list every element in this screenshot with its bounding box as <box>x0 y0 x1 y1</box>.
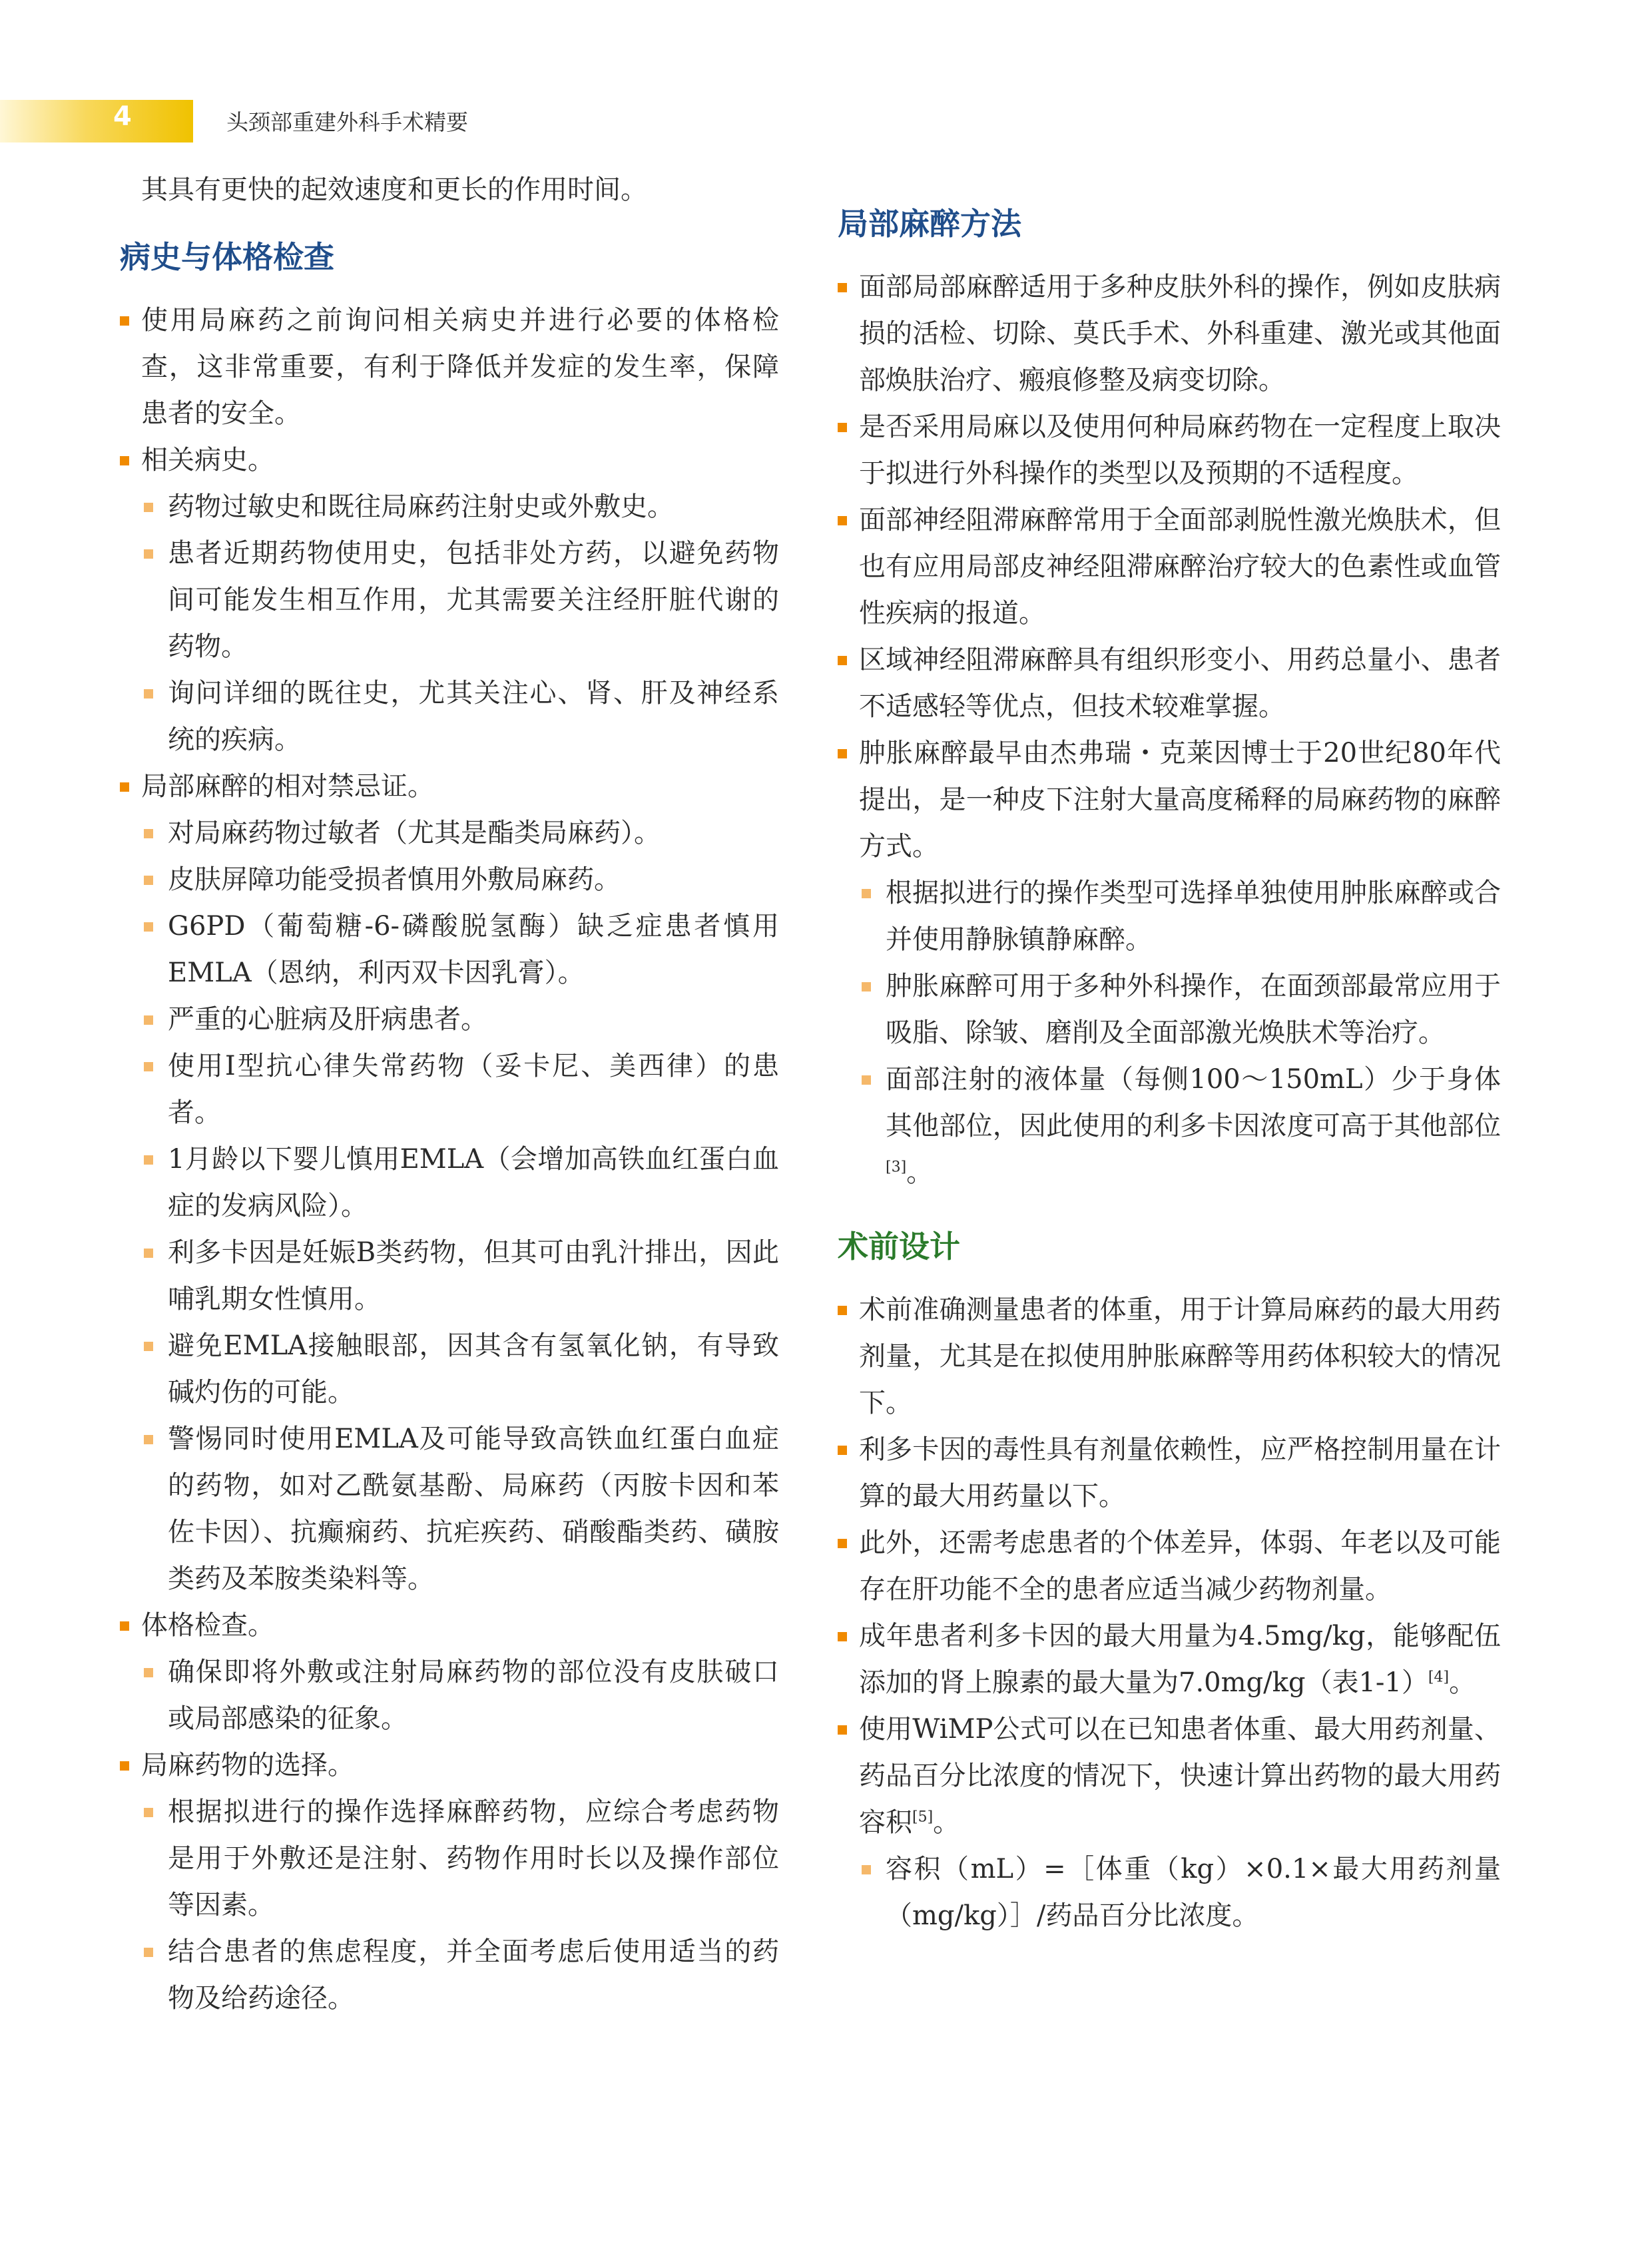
list-item: 避免EMLA接触眼部，因其含有氢氧化钠，有导致碱灼伤的可能。 <box>120 1322 779 1416</box>
page-number: 4 <box>113 101 132 132</box>
list-item: 使用Ⅰ型抗心律失常药物（妥卡尼、美西律）的患者。 <box>120 1043 779 1136</box>
list-item: 患者近期药物使用史，包括非处方药，以避免药物间可能发生相互作用，尤其需要关注经肝脏代谢的药物。 <box>120 530 779 670</box>
right-column <box>838 200 1501 1939</box>
list-item: 询问详细的既往史，尤其关注心、肾、肝及神经系统的疾病。 <box>120 670 779 763</box>
list-item: 面部神经阻滞麻醉常用于全面部剥脱性激光焕肤术，但也有应用局部皮神经阻滞麻醉治疗较大的色素性或血管性疾病的报道。 <box>838 497 1501 637</box>
list-item <box>838 1056 1501 1196</box>
list-item: 局部麻醉的相对禁忌证。 <box>120 763 779 810</box>
item-text: 成年患者利多卡因的最大用量为4.5mg/kg，能够配伍添加的肾上腺素的最大量为7.0mg/kg（表1-1） <box>859 1621 1501 1698</box>
list-item: G6PD（葡萄糖-6-磷酸脱氢酶）缺乏症患者慎用EMLA（恩纳，利丙双卡因乳膏）。 <box>120 903 779 996</box>
item-text: 面部注射的液体量（每侧100～150mL）少于身体其他部位，因此使用的利多卡因浓度可高于其他部位 <box>886 1064 1501 1141</box>
item-end: 。 <box>906 1157 934 1188</box>
list-item: 利多卡因是妊娠B类药物，但其可由乳汁排出，因此哺乳期女性慎用。 <box>120 1229 779 1322</box>
list-item: 严重的心脏病及肝病患者。 <box>120 996 779 1043</box>
citation: [4] <box>1428 1669 1450 1686</box>
list-item: 皮肤屏障功能受损者慎用外敷局麻药。 <box>120 856 779 903</box>
section-heading-preoperative-design: 术前设计 <box>838 1229 960 1264</box>
list-item: 体格检查。 <box>120 1602 779 1649</box>
design-list <box>838 1286 1501 1939</box>
list-item: 使用局麻药之前询问相关病史并进行必要的体格检查，这非常重要，有利于降低并发症的发生率，保障患者的安全。 <box>120 297 779 437</box>
list-item: 此外，还需考虑患者的个体差异，体弱、年老以及可能存在肝功能不全的患者应适当减少药物剂量。 <box>838 1520 1501 1613</box>
left-column <box>120 166 779 2022</box>
list-item <box>838 1706 1501 1846</box>
history-list <box>120 297 779 2022</box>
list-item: 区域神经阻滞麻醉具有组织形变小、用药总量小、患者不适感轻等优点，但技术较难掌握。 <box>838 637 1501 730</box>
list-item: 容积（mL）=［体重（kg）×0.1×最大用药剂量（mg/kg）］/药品百分比浓度。 <box>838 1846 1501 1939</box>
running-header-title: 头颈部重建外科手术精要 <box>226 109 468 135</box>
list-item: 根据拟进行的操作类型可选择单独使用肿胀麻醉或合并使用静脉镇静麻醉。 <box>838 870 1501 963</box>
item-end: 。 <box>1449 1667 1476 1698</box>
list-item: 肿胀麻醉最早由杰弗瑞・克莱因博士于20世纪80年代提出，是一种皮下注射大量高度稀释的局麻药物的麻醉方式。 <box>838 730 1501 870</box>
item-end: 。 <box>933 1807 960 1838</box>
item-text: 使用WiMP公式可以在已知患者体重、最大用药剂量、药品百分比浓度的情况下，快速计算出药物的最大用药容积 <box>859 1714 1501 1838</box>
list-item: 根据拟进行的操作选择麻醉药物，应综合考虑药物是用于外敷还是注射、药物作用时长以及操作部位等因素。 <box>120 1789 779 1928</box>
list-item: 是否采用局麻以及使用何种局麻药物在一定程度上取决于拟进行外科操作的类型以及预期的不适程度。 <box>838 404 1501 497</box>
list-item: 术前准确测量患者的体重，用于计算局麻药的最大用药剂量，尤其是在拟使用肿胀麻醉等用药体积较大的情况下。 <box>838 1286 1501 1426</box>
list-item <box>838 1613 1501 1706</box>
list-item: 局麻药物的选择。 <box>120 1742 779 1789</box>
list-item: 对局麻药物过敏者（尤其是酯类局麻药）。 <box>120 810 779 856</box>
list-item: 相关病史。 <box>120 437 779 483</box>
list-item: 结合患者的焦虑程度，并全面考虑后使用适当的药物及给药途径。 <box>120 1928 779 2022</box>
list-item: 药物过敏史和既往局麻药注射史或外敷史。 <box>120 483 779 530</box>
list-item: 警惕同时使用EMLA及可能导致高铁血红蛋白血症的药物，如对乙酰氨基酚、局麻药（丙胺卡因和苯佐卡因）、抗癫痫药、抗疟疾药、硝酸酯类药、磺胺类药及苯胺类染料等。 <box>120 1416 779 1602</box>
list-item: 肿胀麻醉可用于多种外科操作，在面颈部最常应用于吸脂、除皱、磨削及全面部激光焕肤术等治疗。 <box>838 963 1501 1056</box>
list-item: 1月龄以下婴儿慎用EMLA（会增加高铁血红蛋白血症的发病风险）。 <box>120 1136 779 1229</box>
section-heading-local-anesthesia-methods: 局部麻醉方法 <box>838 206 1021 242</box>
header-accent-bar <box>0 100 193 142</box>
citation: [3] <box>886 1159 907 1176</box>
list-item: 确保即将外敷或注射局麻药物的部位没有皮肤破口或局部感染的征象。 <box>120 1649 779 1742</box>
intro-text: 其具有更快的起效速度和更长的作用时间。 <box>141 174 647 205</box>
methods-list <box>838 264 1501 1196</box>
list-item: 面部局部麻醉适用于多种皮肤外科的操作，例如皮肤病损的活检、切除、莫氏手术、外科重建、激光或其他面部焕肤治疗、瘢痕修整及病变切除。 <box>838 264 1501 404</box>
list-item: 利多卡因的毒性具有剂量依赖性，应严格控制用量在计算的最大用药量以下。 <box>838 1426 1501 1520</box>
section-heading-history: 病史与体格检查 <box>120 239 334 275</box>
citation: [5] <box>912 1809 934 1826</box>
